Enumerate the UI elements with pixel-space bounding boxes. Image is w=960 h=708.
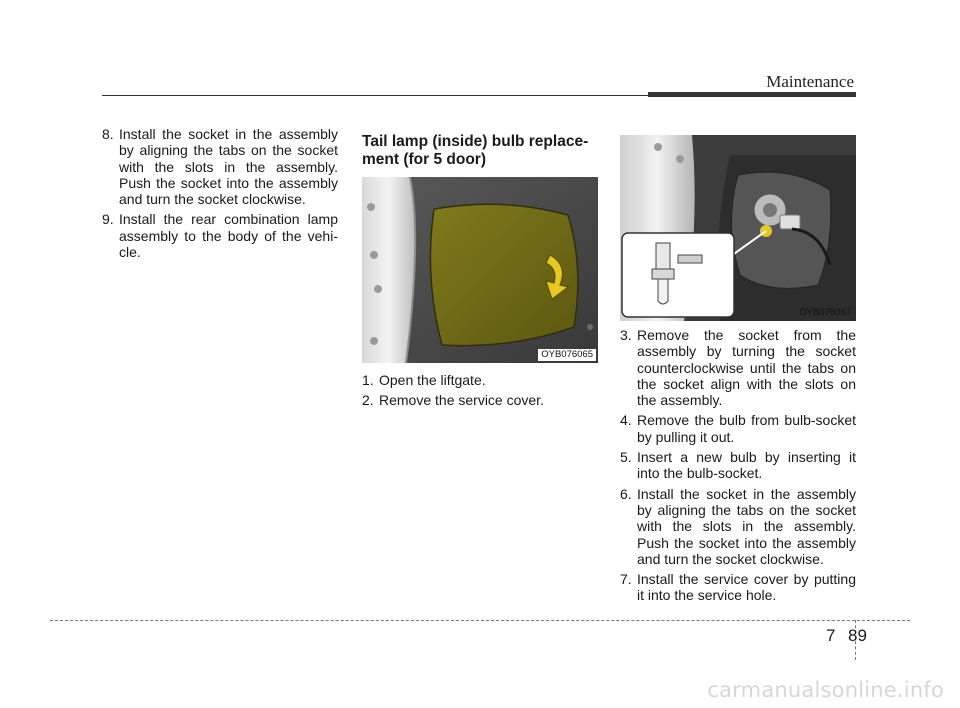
list-item [102, 211, 338, 260]
step-text: Install the service cover by putting it into the service hole. [637, 571, 856, 604]
bulb-socket-illustration [620, 135, 856, 321]
steps-list-column1 [102, 126, 338, 264]
figure-service-cover [362, 177, 598, 363]
service-cover-illustration [362, 177, 598, 363]
step-text: Open the liftgate. [379, 372, 486, 388]
list-item [620, 449, 856, 482]
figure-code: OYB076065 [538, 349, 596, 361]
list-item [102, 126, 338, 207]
steps-list-column3 [620, 327, 856, 608]
list-item [362, 372, 598, 388]
footer-rule [50, 620, 910, 621]
figure-bulb-socket [620, 135, 856, 321]
header-rule [102, 95, 648, 96]
section-heading [362, 133, 602, 169]
page-number: 89 [848, 626, 867, 645]
step-number: 6. [620, 485, 632, 502]
figure-code: OYB076067 [799, 307, 851, 318]
chapter-number: 7 [826, 626, 836, 645]
heading-line-2: ment (for 5 door) [362, 151, 486, 168]
step-number: 3. [620, 327, 632, 343]
steps-list-column2 [362, 372, 598, 413]
step-number: 7. [620, 571, 632, 588]
list-item [620, 327, 856, 408]
step-text: Install the rear combination lamp assembly to the body of the vehi-cle. [119, 211, 338, 261]
step-number: 8. [102, 126, 114, 142]
header-rule-accent [648, 92, 856, 97]
watermark: carmanualsonline.info [707, 678, 944, 702]
step-text: Remove the service cover. [379, 392, 544, 409]
list-item [362, 392, 598, 408]
step-number: 4. [620, 412, 632, 429]
step-text: Remove the socket from the assembly by turning the socket counterclockwise until the tabs on the socket align with the slots on the assembly. [637, 327, 856, 409]
list-item [620, 486, 856, 567]
step-text: Remove the bulb from bulb-socket by pulling it out. [637, 412, 856, 445]
section-title: Maintenance [766, 72, 854, 91]
heading-line-1: Tail lamp (inside) bulb replace- [362, 133, 589, 150]
step-text: Install the socket in the assembly by aligning the tabs on the socket with the slots in the assembly. Push the socket into the assembly and turn the socket clockwise. [119, 126, 338, 208]
list-item [620, 571, 856, 604]
step-number: 1. [362, 372, 374, 388]
list-item [620, 412, 856, 445]
step-number: 5. [620, 449, 632, 466]
step-text: Install the socket in the assembly by aligning the tabs on the socket with the slots in the assembly. Push the socket into the assembly and turn the socket clockwise. [637, 485, 856, 567]
step-number: 2. [362, 392, 374, 409]
step-text: Insert a new bulb by inserting it into the bulb-socket. [637, 449, 856, 482]
step-number: 9. [102, 211, 114, 228]
